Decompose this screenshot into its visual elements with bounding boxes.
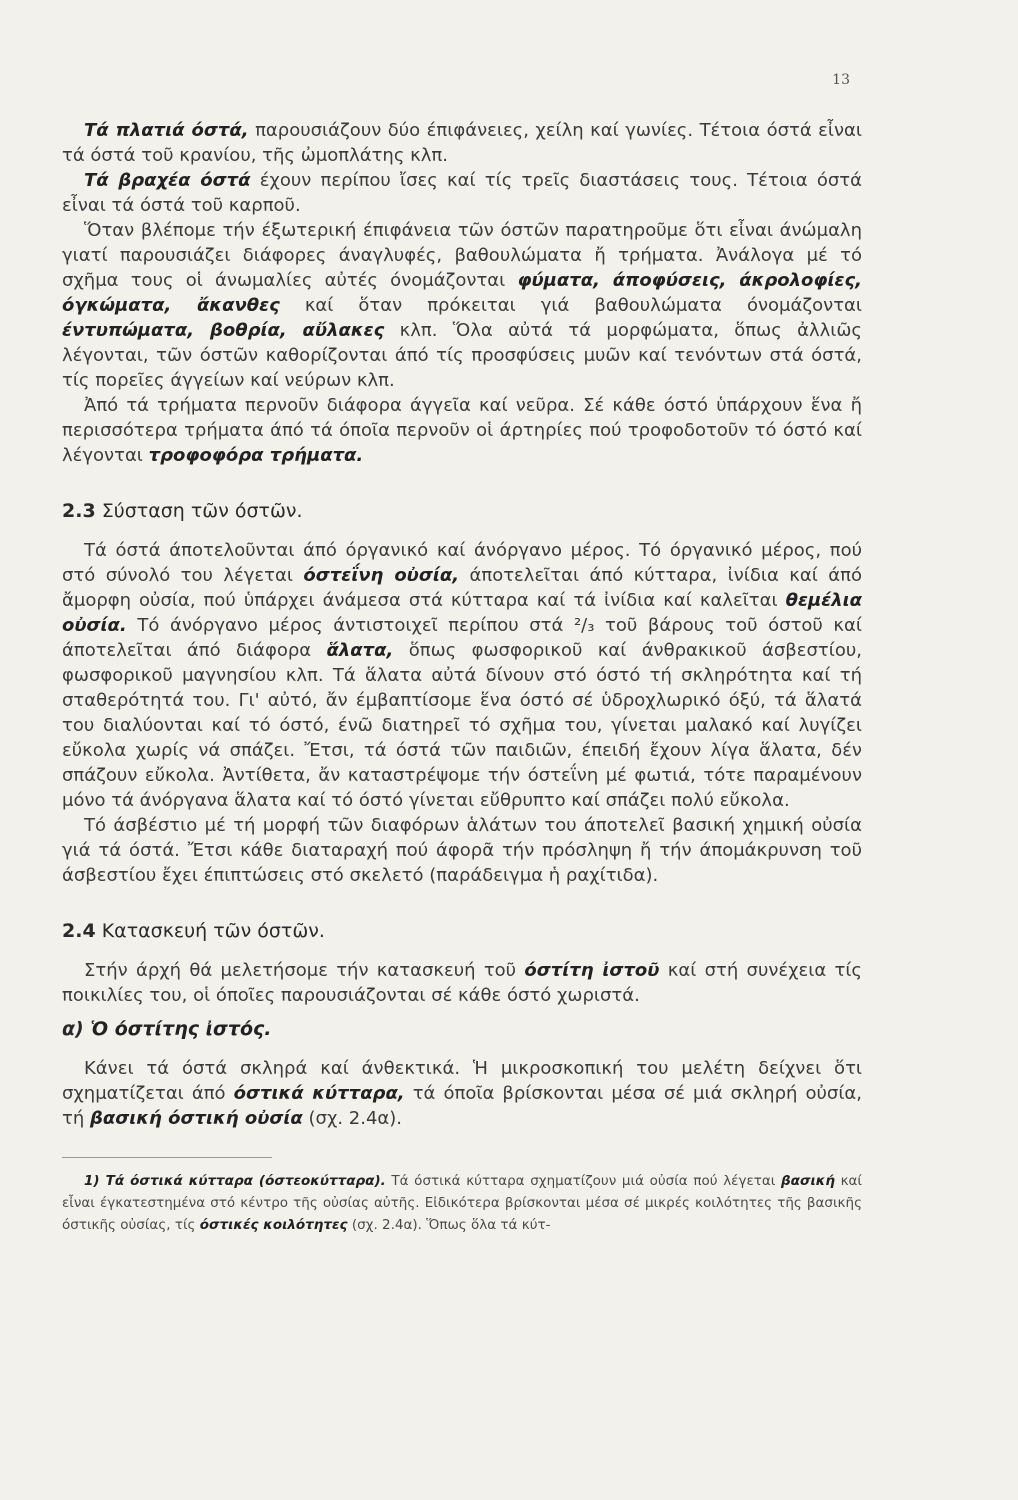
- term-flat-bones: Τά πλατιά όστά,: [84, 120, 249, 141]
- term-protrusions: φύματα, άποφύσεις, άκρολοφίες, όγκώματα, ἄκανθες: [62, 270, 862, 316]
- paragraph-foramina: [62, 393, 862, 468]
- subheading-title: Ὁ όστίτης ἰστός.: [83, 1018, 272, 1040]
- text: Τά όστά άποτελοῦνται άπό όργανικό καί άνόργανο μέρος. Τό όργανικό μέρος, πού στό σύνολό του λέγεται: [62, 540, 862, 586]
- subheading-a: [62, 1016, 862, 1042]
- term-bone-cells: όστικά κύτταρα,: [233, 1083, 405, 1104]
- term-salts: ἅλατα,: [326, 640, 394, 661]
- text-column: [62, 118, 862, 1236]
- term-bone-cavities: όστικές κοιλότητες: [199, 1217, 348, 1233]
- paragraph-bone-tissue: [62, 1056, 862, 1131]
- section-title: Σύσταση τῶν όστῶν.: [95, 500, 303, 522]
- paragraph-short-bones: [62, 168, 862, 218]
- text: καί εἶναι έγκατεστημένα στό κέντρο τῆς οὐσίας αὐτῆς. Εἰδικότερα βρίσκονται μέσα σέ μικρές κοιλότητες τῆς βασικῆς όστικῆς οὐσίας, τίς: [62, 1173, 863, 1233]
- section-heading-2-4: [62, 918, 862, 944]
- footnote-bone-cells: [62, 1170, 862, 1236]
- text: παρουσιάζουν δύο έπιφάνειες, χείλη καί γωνίες. Τέτοια όστά εἶναι τά όστά τοῦ κρανίου, τῆς ὠμοπλάτης κλπ.: [62, 120, 862, 166]
- text: κλπ. Ὅλα αὐτά τά μορφώματα, ὅπως ἀλλιῶς λέγονται, τῶν όστῶν καθορίζονται άπό τίς προσφύσεις μυῶν καί τενόντων στά όστά, τίς πορεῖες άγγείων καί νεύρων κλπ.: [62, 320, 862, 391]
- paragraph-flat-bones: [62, 118, 862, 168]
- term-bone-tissue: όστίτη ἰστοῦ: [524, 960, 660, 981]
- text: έχουν περίπου ἴσες καί τίς τρεῖς διαστάσεις τους. Τέτοια όστά εἶναι τά όστά τοῦ καρποῦ.: [62, 170, 862, 216]
- section-number: 2.3: [62, 500, 96, 522]
- text: ὅπως φωσφορικοῦ καί άνθρακικοῦ άσβεστίου, φωσφορικοῦ μαγνησίου κλπ. Τά ἅλατα αὐτά δίνουν στό όστό τή σκληρότητα καί τή σταθερότητά του. Γι' αὐτό, ἄν έμβαπτίσομε ἕνα όστό σέ ὑδροχλωρικό όξύ, τά ἅλατά του διαλύονται καί τό όστό, ένῶ διατηρεῖ τό σχῆμα του, γίνεται μαλακό καί λυγίζει εὔκολα χωρίς νά σπάζει. Ἔτσι, τά όστά τῶν παιδιῶν, έπειδή ἔχουν λίγα ἅλατα, δέν σπάζουν εὔκολα. Ἀντίθετα, ἄν καταστρέψομε τήν όστεΐνη μέ φωτιά, τότε παραμένουν μόνο τά άνόργανα ἅλατα καί τό όστό γίνεται εὔθρυπτο καί σπάζει πολύ εὔκολα.: [62, 640, 863, 811]
- text: τά όποῖα βρίσκονται μέσα σέ μιά σκληρή οὐσία, τή: [62, 1083, 862, 1129]
- section-heading-2-3: [62, 498, 862, 524]
- paragraph-structure-intro: [62, 958, 862, 1008]
- text: άποτελεῖται άπό κύτταρα, ἰνίδια καί άπό ἄμορφη οὐσία, πού ὑπάρχει άνάμεσα στά κύτταρα καί τά ἰνίδια καί καλεῖται: [62, 565, 862, 611]
- term-nutrient-foramina: τροφοφόρα τρήματα.: [148, 445, 364, 466]
- subheading-label: α): [62, 1018, 84, 1040]
- text: Τά όστικά κύτταρα σχηματίζουν μιά οὐσία πού λέγεται: [385, 1173, 782, 1189]
- footnote-divider: [62, 1157, 272, 1158]
- text: (σχ. 2.4α). Ὅπως ὅλα τά κύτ-: [347, 1217, 551, 1233]
- term-basic-bone-substance: βασική όστική οὐσία: [89, 1108, 303, 1129]
- paragraph-calcium: Τό άσβέστιο μέ τή μορφή τῶν διαφόρων ἁλάτων του άποτελεῖ βασική χημική οὐσία γιά τά όστά. Ἔτσι κάθε διαταραχή πού άφορᾶ τήν πρόσληψη ἤ τήν άπομάκρυνση τοῦ άσβεστίου ἔχει έπιπτώσεις στό σκελετό (παράδειγμα ἡ ραχίτιδα).: [62, 815, 862, 886]
- text: Κάνει τά όστά σκληρά καί άνθεκτικά. Ἡ μικροσκοπική του μελέτη δείχνει ὅτι σχηματίζεται άπό: [62, 1058, 862, 1104]
- text: Ἀπό τά τρήματα περνοῦν διάφορα άγγεῖα καί νεῦρα. Σέ κάθε όστό ὑπάρχουν ἕνα ἤ περισσότερα τρήματα άπό τά όποῖα περνοῦν οἱ άρτηρίες πού τροφοδοτοῦν τό όστό καί λέγονται: [62, 395, 862, 466]
- text: Στήν άρχή θά μελετήσομε τήν κατασκευή τοῦ: [84, 960, 525, 981]
- text: καί ὅταν πρόκειται γιά βαθουλώματα όνομάζονται: [279, 295, 862, 316]
- term-short-bones: Τά βραχέα όστά: [84, 170, 251, 191]
- term-basic: βασική: [781, 1173, 835, 1189]
- footnote-title: 1) Τά όστικά κύτταρα (όστεοκύτταρα).: [84, 1173, 386, 1189]
- text: Ὅταν βλέπομε τήν έξωτερική έπιφάνεια τῶν όστῶν παρατηροῦμε ὅτι εἶναι άνώμαλη γιατί παρουσιάζει διάφορες άναγλυφές, βαθουλώματα ἤ τρήματα. Ἀνάλογα μέ τό σχῆμα τους οἱ άνωμαλίες αὐτές όνομάζονται: [62, 220, 862, 291]
- term-depressions: έντυπώματα, βοθρία, αὔλακες: [62, 320, 385, 341]
- page-number: 13: [832, 72, 850, 88]
- section-number: 2.4: [62, 920, 96, 942]
- paragraph-bone-surface: [62, 218, 862, 393]
- term-ground-substance: θεμέλια οὐσία.: [62, 590, 862, 636]
- text: καί στή συνέχεια τίς ποικιλίες του, οἱ όποῖες παρουσιάζονται σέ κάθε όστό χωριστά.: [62, 960, 863, 1006]
- term-ossein: όστεΐνη οὐσία,: [303, 565, 460, 586]
- text: (σχ. 2.4α).: [302, 1108, 403, 1129]
- section-title: Κατασκευή τῶν όστῶν.: [95, 920, 325, 942]
- text: Τό άνόργανο μέρος άντιστοιχεῖ περίπου στά ²/₃ τοῦ βάρους τοῦ όστοῦ καί άποτελεῖται άπό διάφορα: [62, 615, 862, 661]
- paragraph-bone-composition: [62, 538, 862, 813]
